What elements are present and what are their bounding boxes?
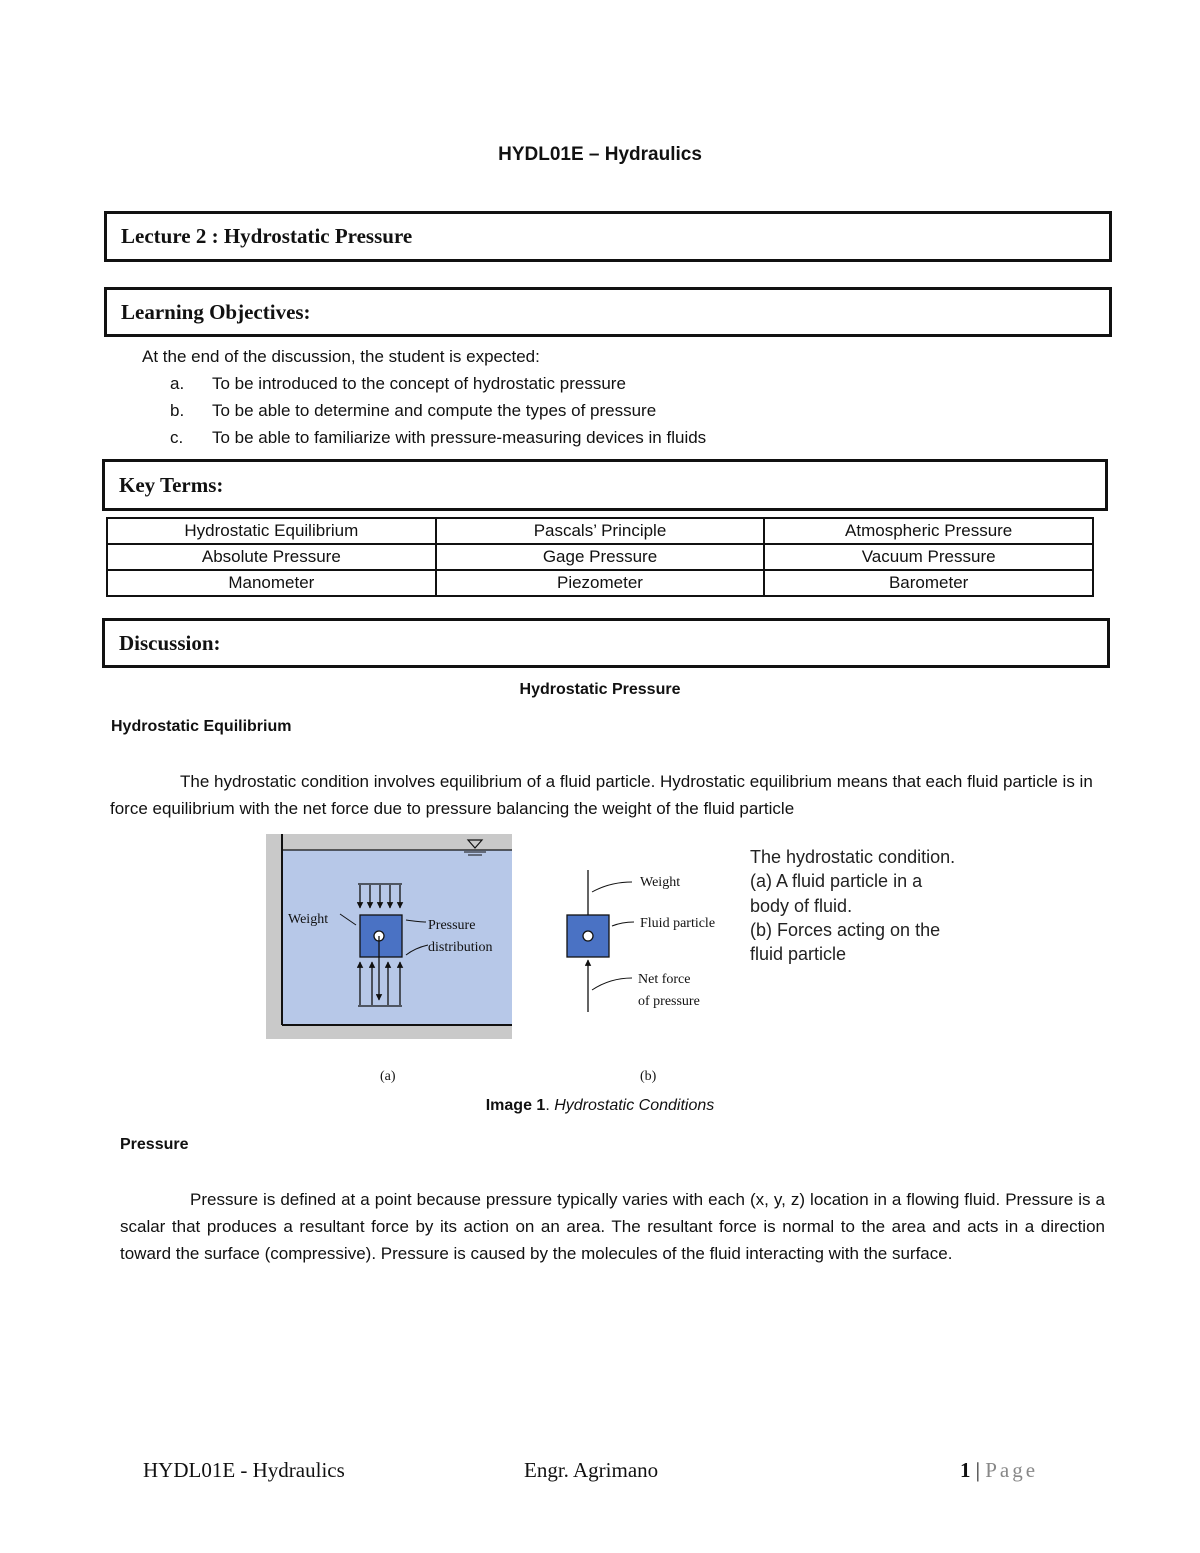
page-word: Page [985,1458,1039,1482]
document-title: HYDL01E – Hydraulics [498,144,702,165]
list-item [170,428,706,455]
side-caption-line: fluid particle [750,944,847,964]
list-item [170,401,706,428]
side-caption-line: The hydrostatic condition. [750,847,956,867]
subheading-pressure: Pressure [120,1136,189,1153]
paragraph-pressure: Pressure is defined at a point because pressure typically varies with each (x, y, z) location in a flowing fluid. Pressure is a scalar that produces a resultant force by its action on an area. The resultant force is normal to the area and acts in a direction toward the surface (compressive). Pressure is caused by the molecules of the fluid interacting with the surface. [120,1190,1105,1263]
table-cell: Absolute Pressure [107,544,436,570]
table-row [107,518,1093,544]
page-number: 1 [960,1458,971,1482]
list-marker: c. [170,428,184,447]
footer-course: HYDL01E - Hydraulics [143,1458,345,1482]
label-a: (a) [380,1069,396,1084]
discussion-box [102,618,1110,668]
label-of-pressure: of pressure [638,994,700,1009]
list-text: To be introduced to the concept of hydrostatic pressure [212,374,626,393]
label-pressure: Pressure [428,918,476,933]
list-marker: b. [170,401,185,420]
table-cell: Gage Pressure [436,544,765,570]
side-caption-line: body of fluid. [750,896,853,916]
figure-side-caption [750,847,955,964]
footer-author: Engr. Agrimano [524,1458,659,1482]
table-cell: Piezometer [436,570,765,596]
table-row [107,570,1093,596]
label-net-force: Net force [638,972,691,987]
label-weight-a: Weight [288,912,329,927]
objectives-intro: At the end of the discussion, the student is expected: [142,347,540,366]
footer-page [960,1458,1038,1483]
table-cell: Manometer [107,570,436,596]
table-row [107,544,1093,570]
paragraph-hydrostatic-equilibrium: The hydrostatic condition involves equilibrium of a fluid particle. Hydrostatic equilibrium means that each fluid particle is in force equilibrium with the net force due to pressure balancing the weight of the fluid particle [110,772,1093,818]
table-cell: Barometer [764,570,1093,596]
label-b: (b) [640,1069,657,1084]
hydrostatic-figure [260,830,980,1090]
discussion-heading: Discussion: [119,630,221,655]
section-title: Hydrostatic Pressure [519,681,681,698]
objectives-list [170,374,706,455]
table-cell: Hydrostatic Equilibrium [107,518,436,544]
lecture-title: Lecture 2 : Hydrostatic Pressure [121,224,413,248]
learning-objectives-box [104,287,1112,337]
subheading-hydrostatic-equilibrium: Hydrostatic Equilibrium [111,718,292,735]
caption-label: Image 1 [485,1097,546,1114]
label-fluid-particle: Fluid particle [640,916,716,931]
side-caption-line: (a) A fluid particle in a [750,871,923,891]
key-terms-box [102,459,1108,511]
list-item [170,374,706,401]
lecture-title-box [104,211,1112,262]
label-weight-b: Weight [640,875,681,890]
page-separator: | [975,1458,980,1482]
key-terms-table [106,517,1094,597]
list-text: To be able to determine and compute the types of pressure [212,401,657,420]
table-cell: Pascals’ Principle [436,518,765,544]
key-terms-heading: Key Terms: [119,472,224,497]
figure-caption: Image 1. Hydrostatic Conditions [485,1097,715,1114]
side-caption-line: (b) Forces acting on the [750,920,941,940]
list-marker: a. [170,374,185,393]
label-distribution: distribution [428,940,493,955]
list-text: To be able to familiarize with pressure-measuring devices in fluids [212,428,707,447]
learning-objectives-heading: Learning Objectives: [121,299,311,324]
table-cell: Vacuum Pressure [764,544,1093,570]
caption-text: Hydrostatic Conditions [554,1097,715,1114]
table-cell: Atmospheric Pressure [764,518,1093,544]
